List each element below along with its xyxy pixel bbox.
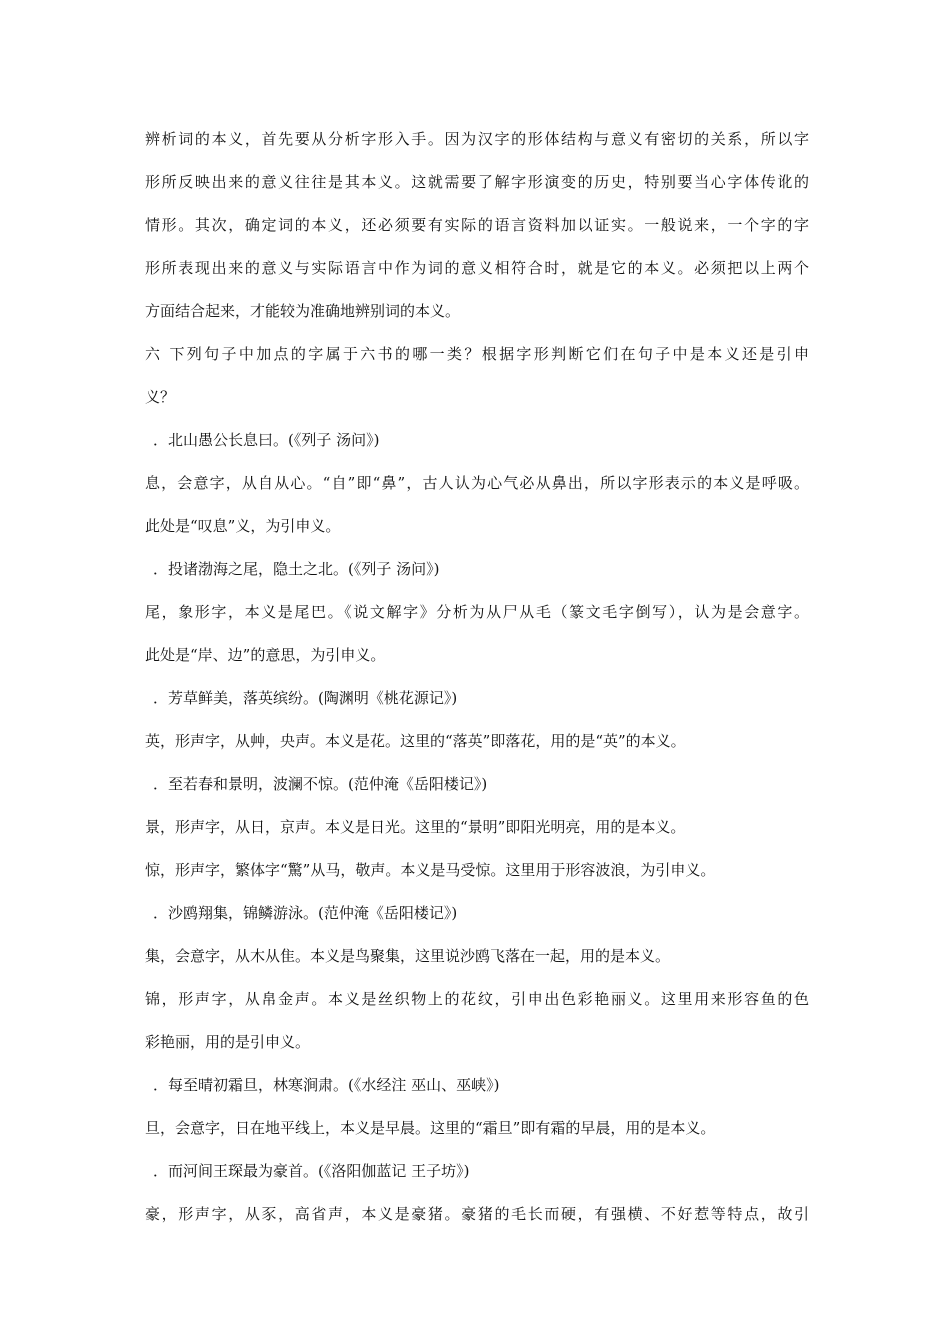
text-line-3: 情形。其次，确定词的本义，还必须要有实际的语言资料加以证实。一般说来，一个字的字: [145, 216, 809, 234]
question-heading: 六 下列句子中加点的字属于六书的哪一类？根据字形判断它们在句子中是本义还是引申: [145, 345, 809, 363]
example-sentence-1: ．北山愚公长息曰。(《列子 汤问》): [153, 431, 380, 449]
text-line-5: 方面结合起来，才能较为准确地辨别词的本义。: [145, 302, 461, 320]
explanation-1b: 此处是“叹息”义，为引申义。: [145, 517, 341, 535]
example-sentence-4: ．至若春和景明，波澜不惊。(范仲淹《岳阳楼记》): [153, 775, 488, 793]
explanation-5c: 彩艳丽，用的是引申义。: [145, 1033, 311, 1051]
document-page: [145, 118, 809, 1236]
example-sentence-3: ．芳草鲜美，落英缤纷。(陶渊明《桃花源记》): [153, 689, 458, 707]
explanation-7a: 豪，形声字，从豕，高省声，本义是豪猪。豪猪的毛长而硬，有强横、不好惹等特点，故引: [145, 1205, 809, 1223]
text-line-4: 形所表现出来的意义与实际语言中作为词的意义相符合时，就是它的本义。必须把以上两个: [145, 259, 809, 277]
explanation-6: 旦，会意字，日在地平线上，本义是早晨。这里的“霜旦”即有霜的早晨，用的是本义。: [145, 1119, 716, 1137]
explanation-2a: 尾，象形字，本义是尾巴。《说文解字》分析为从尸从毛（篆文毛字倒写），认为是会意字。: [145, 603, 809, 621]
explanation-3: 英，形声字，从艸，央声。本义是花。这里的“落英”即落花，用的是“英”的本义。: [145, 732, 686, 750]
example-sentence-6: ．每至晴初霜旦，林寒涧肃。(《水经注 巫山、巫峡》): [153, 1076, 500, 1094]
explanation-2b: 此处是“岸、边”的意思，为引申义。: [145, 646, 386, 664]
explanation-5b: 锦，形声字，从帛金声。本义是丝织物上的花纹，引申出色彩艳丽义。这里用来形容鱼的色: [145, 990, 809, 1008]
explanation-4a: 景，形声字，从日，京声。本义是日光。这里的“景明”即阳光明亮，用的是本义。: [145, 818, 686, 836]
text-line-2: 形所反映出来的意义往往是其本义。这就需要了解字形演变的历史，特别要当心字体传讹的: [145, 173, 809, 191]
text-line-1: 辨析词的本义，首先要从分析字形入手。因为汉字的形体结构与意义有密切的关系，所以字: [145, 130, 809, 148]
example-sentence-2: ．投诸渤海之尾，隐土之北。(《列子 汤问》): [153, 560, 440, 578]
example-sentence-7: ．而河间王琛最为豪首。(《洛阳伽蓝记 王子坊》): [153, 1162, 470, 1180]
explanation-5a: 集，会意字，从木从隹。本义是鸟聚集，这里说沙鸥飞落在一起，用的是本义。: [145, 947, 671, 965]
example-sentence-5: ．沙鸥翔集，锦鳞游泳。(范仲淹《岳阳楼记》): [153, 904, 458, 922]
explanation-4b: 惊，形声字，繁体字“驚”从马，敬声。本义是马受惊。这里用于形容波浪，为引申义。: [145, 861, 716, 879]
question-heading-cont: 义？: [145, 388, 176, 406]
explanation-1a: 息，会意字，从自从心。“自”即“鼻”，古人认为心气必从鼻出，所以字形表示的本义是呼吸。: [145, 474, 809, 492]
